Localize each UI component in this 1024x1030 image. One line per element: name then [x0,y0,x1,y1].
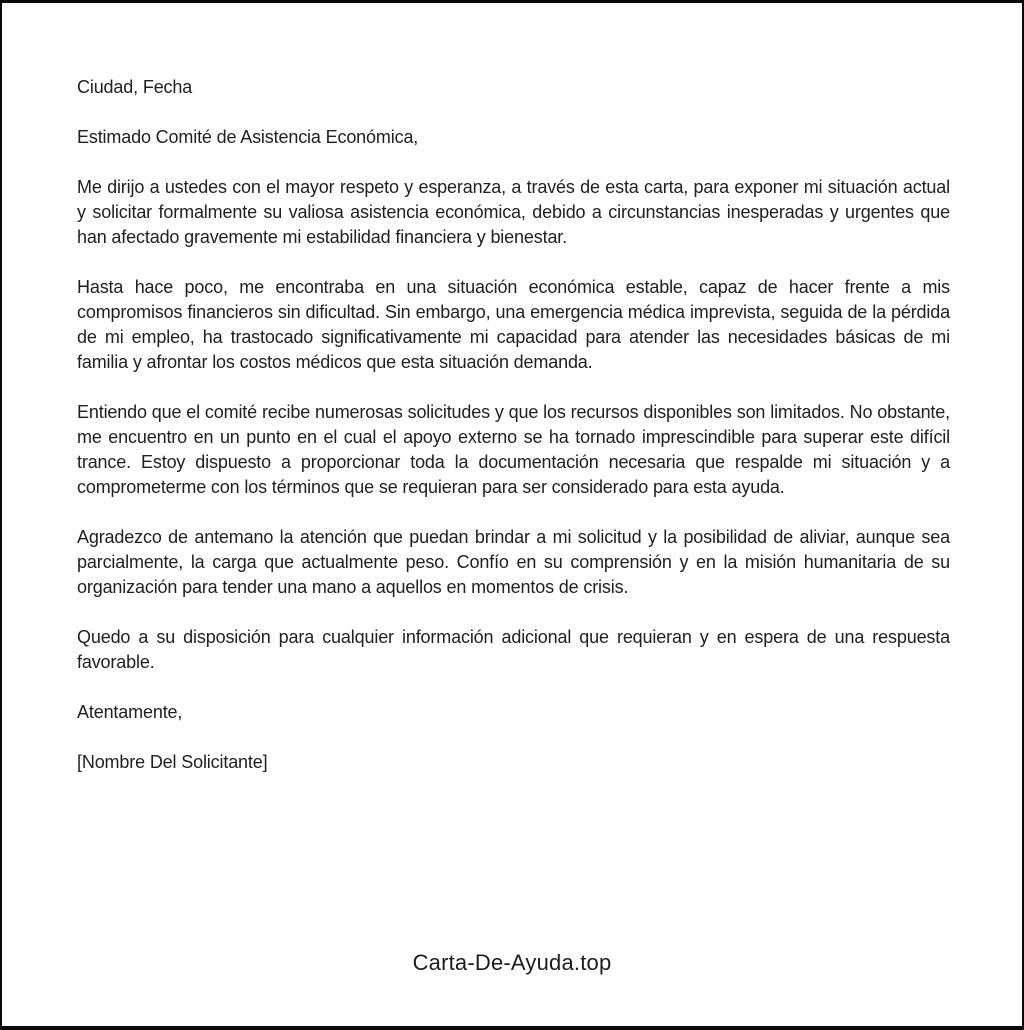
letter-closing: Atentamente, [77,702,183,722]
site-name: Carta-De-Ayuda.top [412,950,612,975]
letter-page [2,3,1022,1026]
letter-paragraph-3: Entiendo que el comité recibe numerosas solicitudes y que los recursos disponibles son limitados. No obstante, me encuentro en un punto en el cual el apoyo externo se ha tornado imprescindible para superar este difícil trance. Estoy dispuesto a proporcionar toda la documentación necesaria que respalde mi situación y a comprometerme con los términos que se requieran para ser considerado para esta ayuda. [77,402,950,497]
letter-paragraph-4: Agradezco de antemano la atención que puedan brindar a mi solicitud y la posibilidad de aliviar, aunque sea parcialmente, la carga que actualmente peso. Confío en su comprensión y en la misión humanitaria de su organización para tender una mano a aquellos en momentos de crisis. [77,527,950,597]
letter-paragraph-5: Quedo a su disposición para cualquier información adicional que requieran y en espera de una respuesta favorable. [77,627,950,672]
letter-paragraph-2: Hasta hace poco, me encontraba en una situación económica estable, capaz de hacer frente a mis compromisos financieros sin dificultad. Sin embargo, una emergencia médica imprevista, seguida de la pérdida de mi empleo, ha trastocado significativamente mi capacidad para atender las necesidades básicas de mi familia y afrontar los costos médicos que esta situación demanda. [77,277,950,372]
letter-body [2,3,1022,775]
footer [2,950,1022,976]
letter-dateline: Ciudad, Fecha [77,77,193,97]
letter-salutation: Estimado Comité de Asistencia Económica, [77,127,419,147]
letter-paragraph-1: Me dirijo a ustedes con el mayor respeto y esperanza, a través de esta carta, para exponer mi situación actual y solicitar formalmente su valiosa asistencia económica, debido a circunstancias inesperadas y urgentes que han afectado gravemente mi estabilidad financiera y bienestar. [77,177,950,247]
letter-signature: [Nombre Del Solicitante] [77,752,268,772]
